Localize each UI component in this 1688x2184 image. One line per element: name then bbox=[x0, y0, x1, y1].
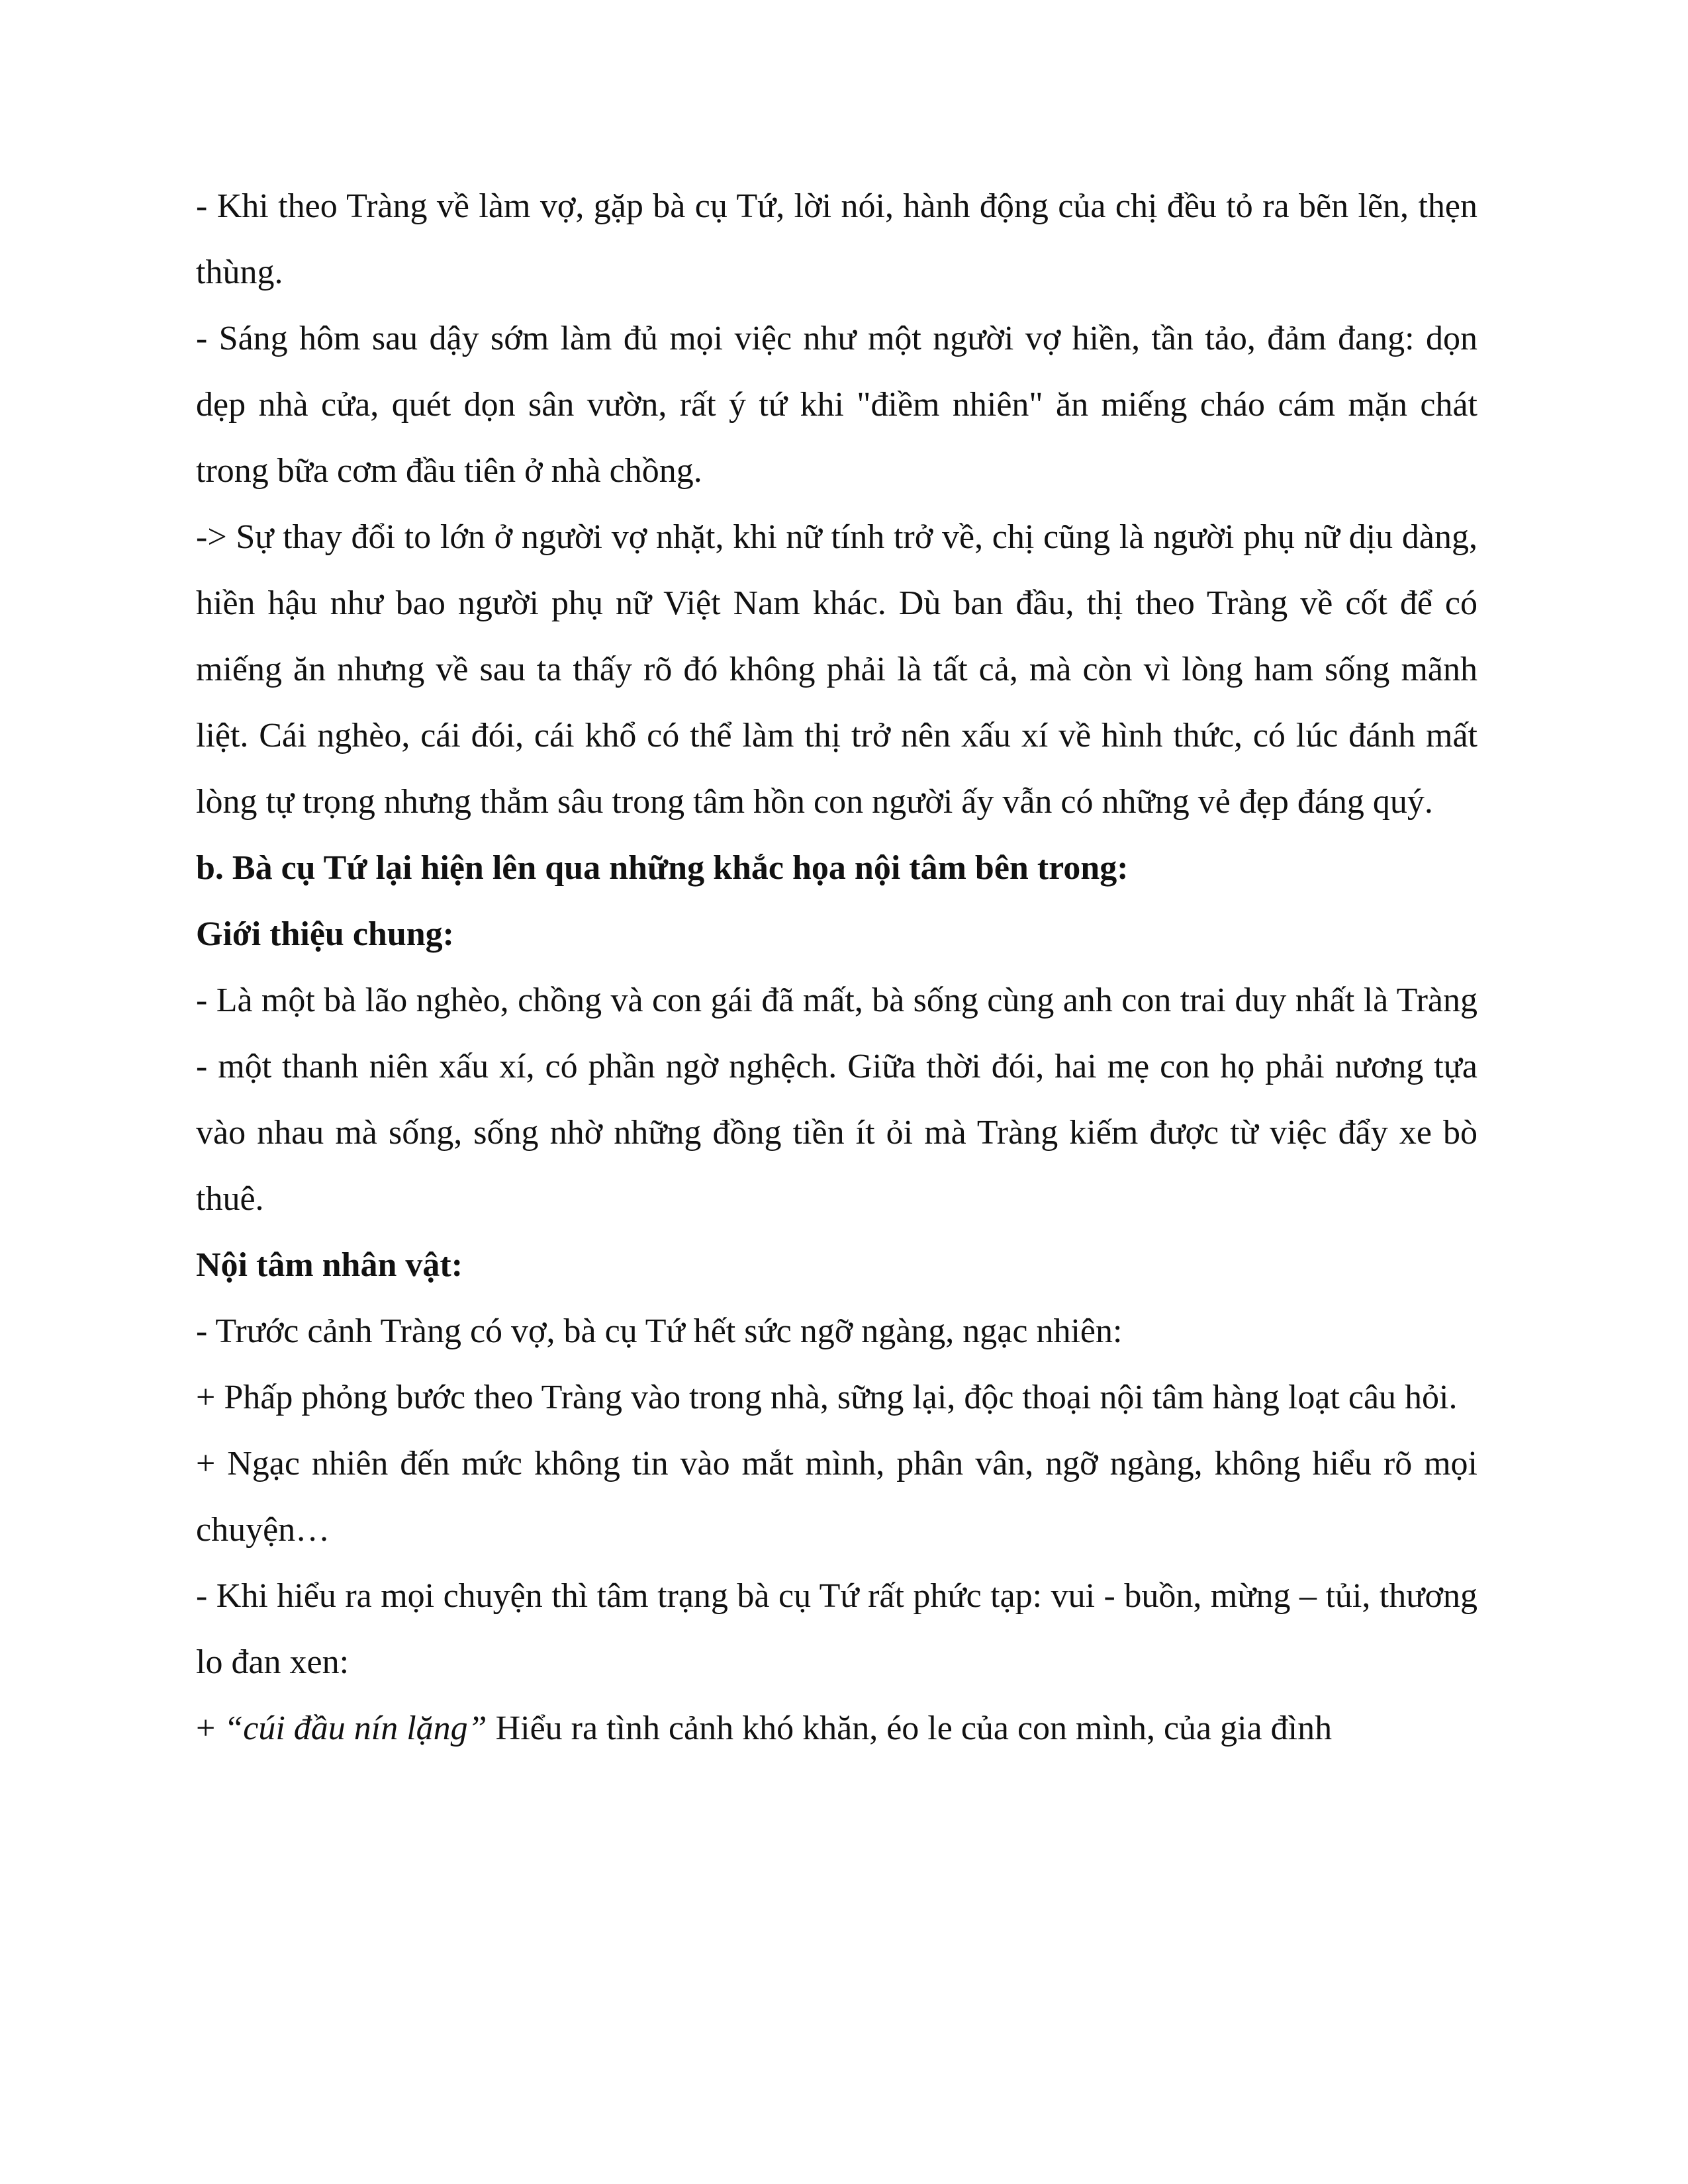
section-heading-ba-cu-tu: b. Bà cụ Tứ lại hiện lên qua những khắc họa nội tâm bên trong: bbox=[196, 849, 1129, 887]
paragraph-bullet-morning: - Sáng hôm sau dậy sớm làm đủ mọi việc như một người vợ hiền, tần tảo, đảm đang: dọn dẹp nhà cửa, quét dọn sân vườn, rất ý tứ khi "điềm nhiên" ăn miếng cháo cám mặn chát trong bữa cơm đầu tiên ở nhà chồng. bbox=[196, 320, 1477, 490]
paragraph-introduction: - Là một bà lão nghèo, chồng và con gái đã mất, bà sống cùng anh con trai duy nhất là Tràng - một thanh niên xấu xí, có phần ngờ nghệch. Giữa thời đói, hai mẹ con họ phải nương tựa vào nhau mà sống, sống nhờ những đồng tiền ít ỏi mà Tràng kiếm được từ việc đẩy xe bò thuê. bbox=[196, 981, 1477, 1218]
paragraph-bullet-surprise: - Trước cảnh Tràng có vợ, bà cụ Tứ hết sức ngỡ ngàng, ngạc nhiên: bbox=[196, 1312, 1123, 1350]
paragraph-bullet-complex-mood: - Khi hiểu ra mọi chuyện thì tâm trạng bà cụ Tứ rất phức tạp: vui - buồn, mừng – tủi, thương lo đan xen: bbox=[196, 1577, 1477, 1681]
italic-quote: “cúi đầu nín lặng” bbox=[224, 1709, 487, 1747]
paragraph-plus-disbelief: + Ngạc nhiên đến mức không tin vào mắt mình, phân vân, ngỡ ngàng, không hiểu rõ mọi chuyện… bbox=[196, 1445, 1477, 1549]
paragraph-plus-bowed-head bbox=[196, 1696, 1477, 1762]
paragraph-remainder: Hiểu ra tình cảnh khó khăn, éo le của con mình, của gia đình bbox=[487, 1709, 1333, 1747]
paragraph-bullet-shy: - Khi theo Tràng về làm vợ, gặp bà cụ Tứ, lời nói, hành động của chị đều tỏ ra bẽn lẽn, thẹn thùng. bbox=[196, 187, 1477, 291]
document-body bbox=[196, 173, 1477, 1762]
plus-marker: + bbox=[196, 1709, 224, 1747]
paragraph-conclusion: -> Sự thay đổi to lớn ở người vợ nhặt, khi nữ tính trở về, chị cũng là người phụ nữ dịu dàng, hiền hậu như bao người phụ nữ Việt Nam khác. Dù ban đầu, thị theo Tràng về cốt để có miếng ăn nhưng về sau ta thấy rõ đó không phải là tất cả, mà còn vì lòng ham sống mãnh liệt. Cái nghèo, cái đói, cái khổ có thể làm thị trở nên xấu xí về hình thức, có lúc đánh mất lòng tự trọng nhưng thẳm sâu trong tâm hồn con người ấy vẫn có những vẻ đẹp đáng quý. bbox=[196, 518, 1477, 821]
subheading-noi-tam-nhan-vat: Nội tâm nhân vật: bbox=[196, 1246, 463, 1284]
paragraph-plus-steps: + Phấp phỏng bước theo Tràng vào trong nhà, sững lại, độc thoại nội tâm hàng loạt câu hỏi. bbox=[196, 1379, 1458, 1416]
subheading-gioi-thieu-chung: Giới thiệu chung: bbox=[196, 915, 454, 953]
